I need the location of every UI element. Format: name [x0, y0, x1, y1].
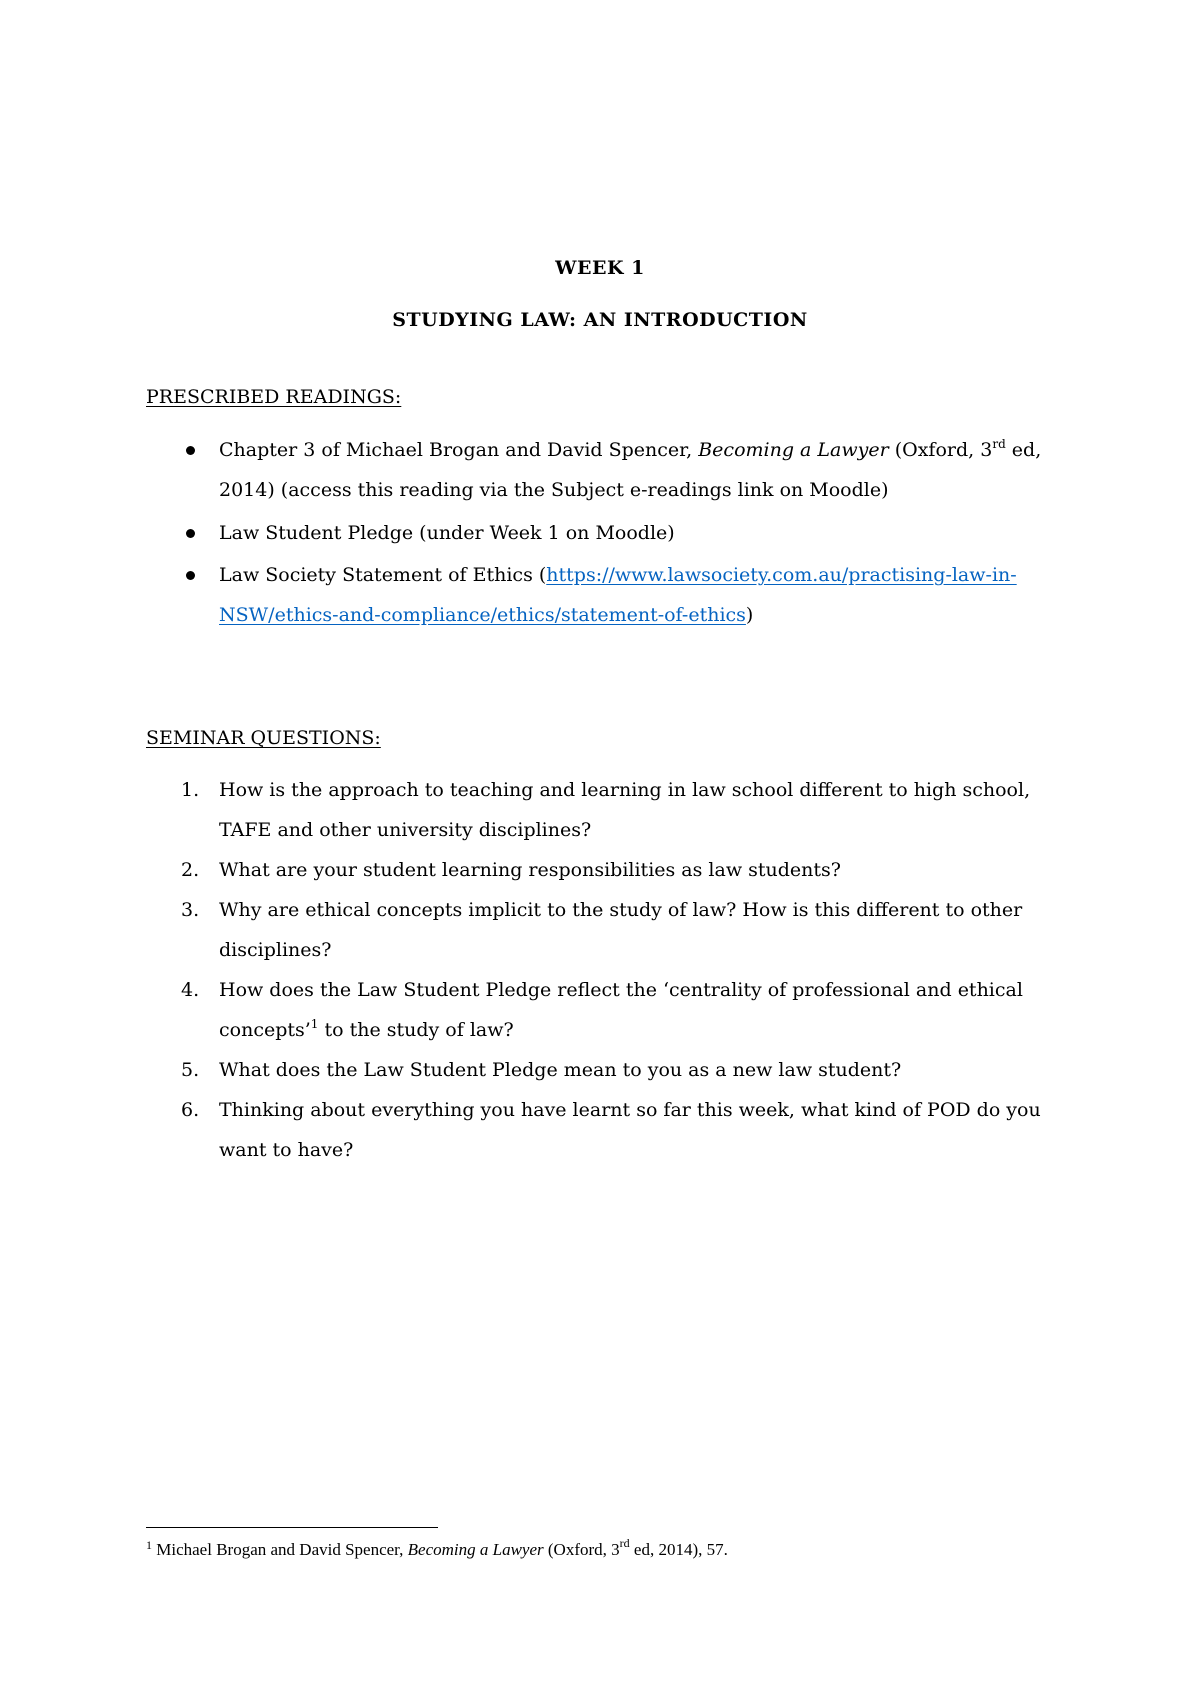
reading-item-1: Chapter 3 of Michael Brogan and David Spencer, Becoming a Lawyer (Oxford, 3rd ed,	[219, 437, 1042, 461]
ethics-link-continued[interactable]: NSW/ethics-and-compliance/ethics/statement-of-ethics	[219, 604, 746, 626]
question-1-line2: TAFE and other university disciplines?	[219, 819, 592, 841]
ethics-link[interactable]: https://www.lawsociety.com.au/practising-law-in-	[546, 564, 1017, 586]
week-heading: WEEK 1	[555, 257, 645, 279]
footnote-mark: 1	[146, 1538, 152, 1552]
question-3: Why are ethical concepts implicit to the study of law? How is this different to other	[219, 899, 1023, 921]
question-number: 2.	[181, 859, 200, 881]
reading-item-3-line2: NSW/ethics-and-compliance/ethics/statement-of-ethics)	[219, 604, 754, 626]
question-number: 3.	[181, 899, 200, 921]
question-5: What does the Law Student Pledge mean to you as a new law student?	[219, 1059, 902, 1081]
question-number: 5.	[181, 1059, 200, 1081]
question-6-line2: want to have?	[219, 1139, 354, 1161]
question-number: 4.	[181, 979, 200, 1001]
reading-item-2: Law Student Pledge (under Week 1 on Moodle)	[219, 522, 675, 544]
question-number: 1.	[181, 779, 200, 801]
footnote: $^1$ Michael Brogan and David Spencer, Becoming a Lawyer (Oxford, 3rd ed, 2014), 57.	[146, 1536, 728, 1559]
page-title: STUDYING LAW: AN INTRODUCTION	[392, 309, 808, 331]
question-3-line2: disciplines?	[219, 939, 332, 961]
book-title: Becoming a Lawyer	[698, 439, 889, 461]
bullet-icon	[186, 446, 195, 455]
bullet-icon	[186, 529, 195, 538]
reading-item-1-line2: 2014) (access this reading via the Subject e-readings link on Moodle)	[219, 479, 889, 501]
prescribed-readings-label: PRESCRIBED READINGS:	[146, 386, 402, 408]
footnote-divider	[146, 1527, 438, 1528]
footnote-reference[interactable]: 1	[310, 1017, 319, 1031]
reading-item-3: Law Society Statement of Ethics (https://www.lawsociety.com.au/practising-law-in-	[219, 564, 1017, 586]
bullet-icon	[186, 571, 195, 580]
seminar-questions-label: SEMINAR QUESTIONS:	[146, 727, 381, 749]
question-4-line2: concepts’$^1$ to the study of law?	[219, 1017, 514, 1041]
question-number: 6.	[181, 1099, 200, 1121]
footnote-book-title: Becoming a Lawyer	[407, 1540, 544, 1559]
question-1: How is the approach to teaching and learning in law school different to high school,	[219, 779, 1031, 801]
question-2: What are your student learning responsibilities as law students?	[219, 859, 841, 881]
question-6: Thinking about everything you have learnt so far this week, what kind of POD do you	[219, 1099, 1041, 1121]
question-4: How does the Law Student Pledge reflect the ‘centrality of professional and ethical	[219, 979, 1023, 1001]
